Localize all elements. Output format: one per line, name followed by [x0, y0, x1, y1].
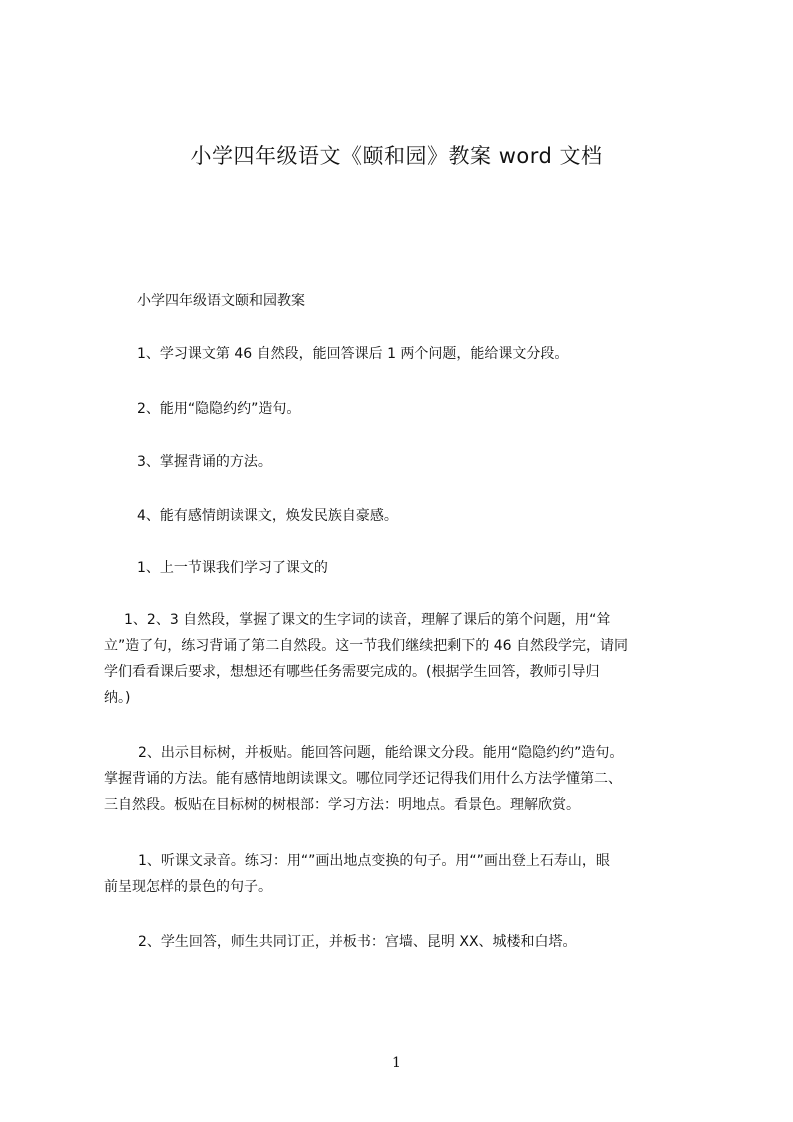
text-line: 小学四年级语文颐和园教案 — [137, 293, 305, 309]
text-line: 2、能用“隐隐约约”造句。 — [137, 401, 301, 417]
paragraph-review-intro — [104, 555, 706, 581]
text-line: 1、学习课文第 46 自然段，能回答课后 1 两个问题，能给课文分段。 — [137, 346, 569, 362]
paragraph-heading — [104, 288, 706, 314]
text-line: 1、听课文录音。练习：用“”画出地点变换的句子。用“”画出登上石寿山，眼 — [138, 853, 610, 869]
text-line: 2、学生回答，师生共同订正，并板书：宫墙、昆明 XX、城楼和白塔。 — [138, 934, 577, 950]
paragraph-target-tree — [104, 740, 706, 818]
text-line: 学们看看课后要求，想想还有哪些任务需要完成的。(根据学生回答，教师引导归 — [104, 664, 600, 680]
text-line: 2、出示目标树，并板贴。能回答问题，能给课文分段。能用“隐隐约约”造句。 — [138, 745, 624, 761]
text-line: 1、上一节课我们学习了课文的 — [137, 560, 328, 576]
paragraph-objective-4 — [104, 503, 706, 529]
text-line: 4、能有感情朗读课文，焕发民族自豪感。 — [137, 508, 398, 524]
text-line: 掌握背诵的方法。能有感情地朗读课文。哪位同学还记得我们用什么方法学懂第二、 — [104, 771, 622, 787]
document-title: 小学四年级语文《颐和园》教案 word 文档 — [190, 144, 603, 168]
text-line: 前呈现怎样的景色的句子。 — [104, 879, 272, 895]
paragraph-objective-2 — [104, 396, 706, 422]
text-line: 纳。) — [104, 690, 131, 706]
text-line: 1、2、3 自然段，掌握了课文的生字词的读音，理解了课后的第个问题，用“耸 — [124, 612, 611, 628]
paragraph-objective-1 — [104, 341, 706, 367]
page-number: 1 — [392, 1055, 401, 1071]
paragraph-student-answer — [104, 929, 706, 955]
text-line: 3、掌握背诵的方法。 — [137, 454, 272, 470]
paragraph-listening — [104, 848, 706, 900]
paragraph-objective-3 — [104, 449, 706, 475]
text-line: 立”造了句，练习背诵了第二自然段。这一节我们继续把剩下的 46 自然段学完，请同 — [104, 638, 628, 654]
text-line: 三自然段。板贴在目标树的树根部：学习方法：明地点。看景色。理解欣赏。 — [104, 797, 580, 813]
paragraph-review-detail — [104, 607, 706, 711]
